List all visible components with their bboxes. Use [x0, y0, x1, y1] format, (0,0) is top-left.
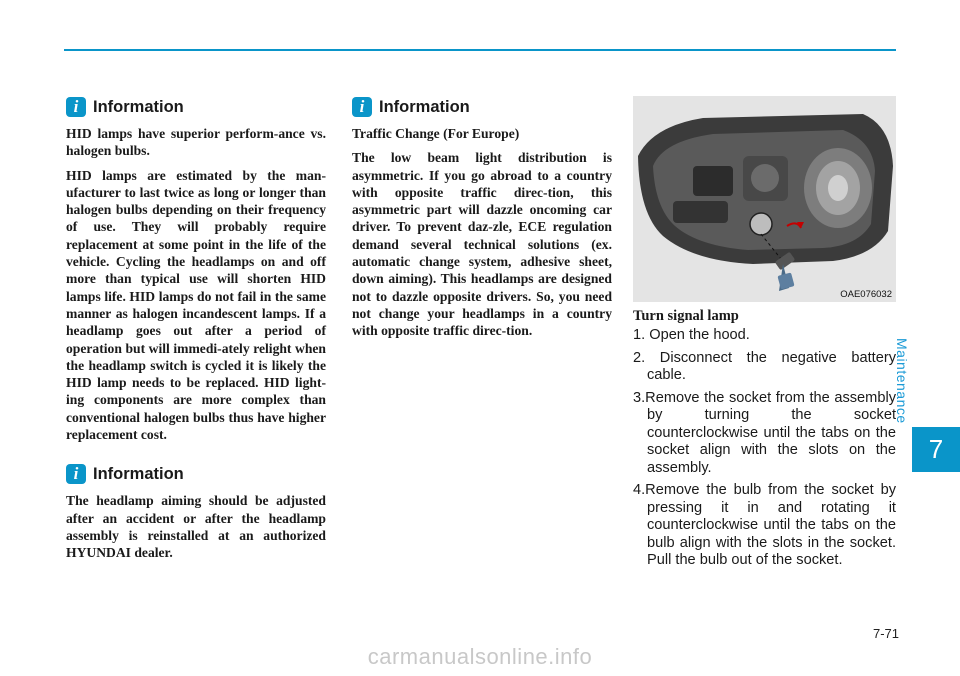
header-rule [64, 49, 896, 51]
info-icon: i [66, 464, 86, 484]
step-list [633, 327, 896, 570]
step-item: 2. Disconnect the negative battery cable. [633, 349, 896, 383]
headlamp-figure [633, 96, 896, 302]
info-title: Information [379, 97, 470, 116]
column-3 [633, 96, 896, 575]
info-title: Information [93, 97, 184, 116]
headlamp-illustration [633, 96, 896, 302]
info-heading [352, 95, 612, 119]
info-icon: i [66, 97, 86, 117]
info-heading [66, 462, 326, 486]
info-paragraph: The headlamp aiming should be adjusted after an accident or after the headlamp assembly is reinstalled at an authorized HYUNDAI dealer. [66, 493, 326, 561]
chapter-number: 7 [928, 434, 944, 464]
info-heading [66, 95, 326, 119]
step-item: 3.Remove the socket from the assembly by turning the socket counterclockwise until the tabs on the socket align with the slots on the assembly. [633, 389, 896, 476]
figure-code: OAE076032 [840, 289, 892, 300]
section-title: Turn signal lamp [633, 308, 739, 324]
chapter-tab[interactable] [912, 427, 960, 472]
step-item: 4.Remove the bulb from the socket by pressing it in and rotating it counterclockwise until the tabs on the bulb align with the slots in the socket. Pull the bulb out of the socket. [633, 482, 896, 568]
info-subheading: Traffic Change (For Europe) [352, 126, 520, 141]
section-label [894, 338, 956, 424]
step-item: 1. Open the hood. [633, 327, 750, 343]
info-paragraph: The low beam light distribution is asymmetric. If you go abroad to a country with opposite traffic direc-tion, this asymmetric part will dazzle oncoming car driver. To prevent daz-zle, ECE regulation demand several technical solutions (ex. automatic change system, adhesive sheet, down aiming). This headlamps are designed not to dazzle opposite drivers. So, you need not change your headlamps in a country with opposite traffic direc-tion. [352, 150, 612, 339]
watermark: carmanualsonline.info [367, 644, 593, 669]
page-number: 7-71 [872, 626, 899, 641]
column-2 [352, 95, 612, 347]
section-label-text: Maintenance [894, 338, 910, 424]
info-paragraph: HID lamps have superior perform-ance vs. halogen bulbs. [66, 126, 326, 159]
column-1 [66, 95, 326, 569]
info-paragraph: HID lamps are estimated by the man-ufacturer to last twice as long or longer than halogen bulbs depending on their frequency of use. They will probably require replacement at some point in the life of the vehicle. Cycling the headlamps on and off more than typical use will shorten HID lamps life. HID lamps do not fail in the same manner as halogen incandescent lamps. If a headlamp goes out after a period of operation but will immedi-ately relight when the headlamp switch is cycled it is likely the HID lamp needs to be replaced. HID light-ing components are more complex than conventional halogen bulbs thus have higher replacement cost. [66, 167, 326, 443]
info-title: Information [93, 464, 184, 483]
info-icon: i [352, 97, 372, 117]
